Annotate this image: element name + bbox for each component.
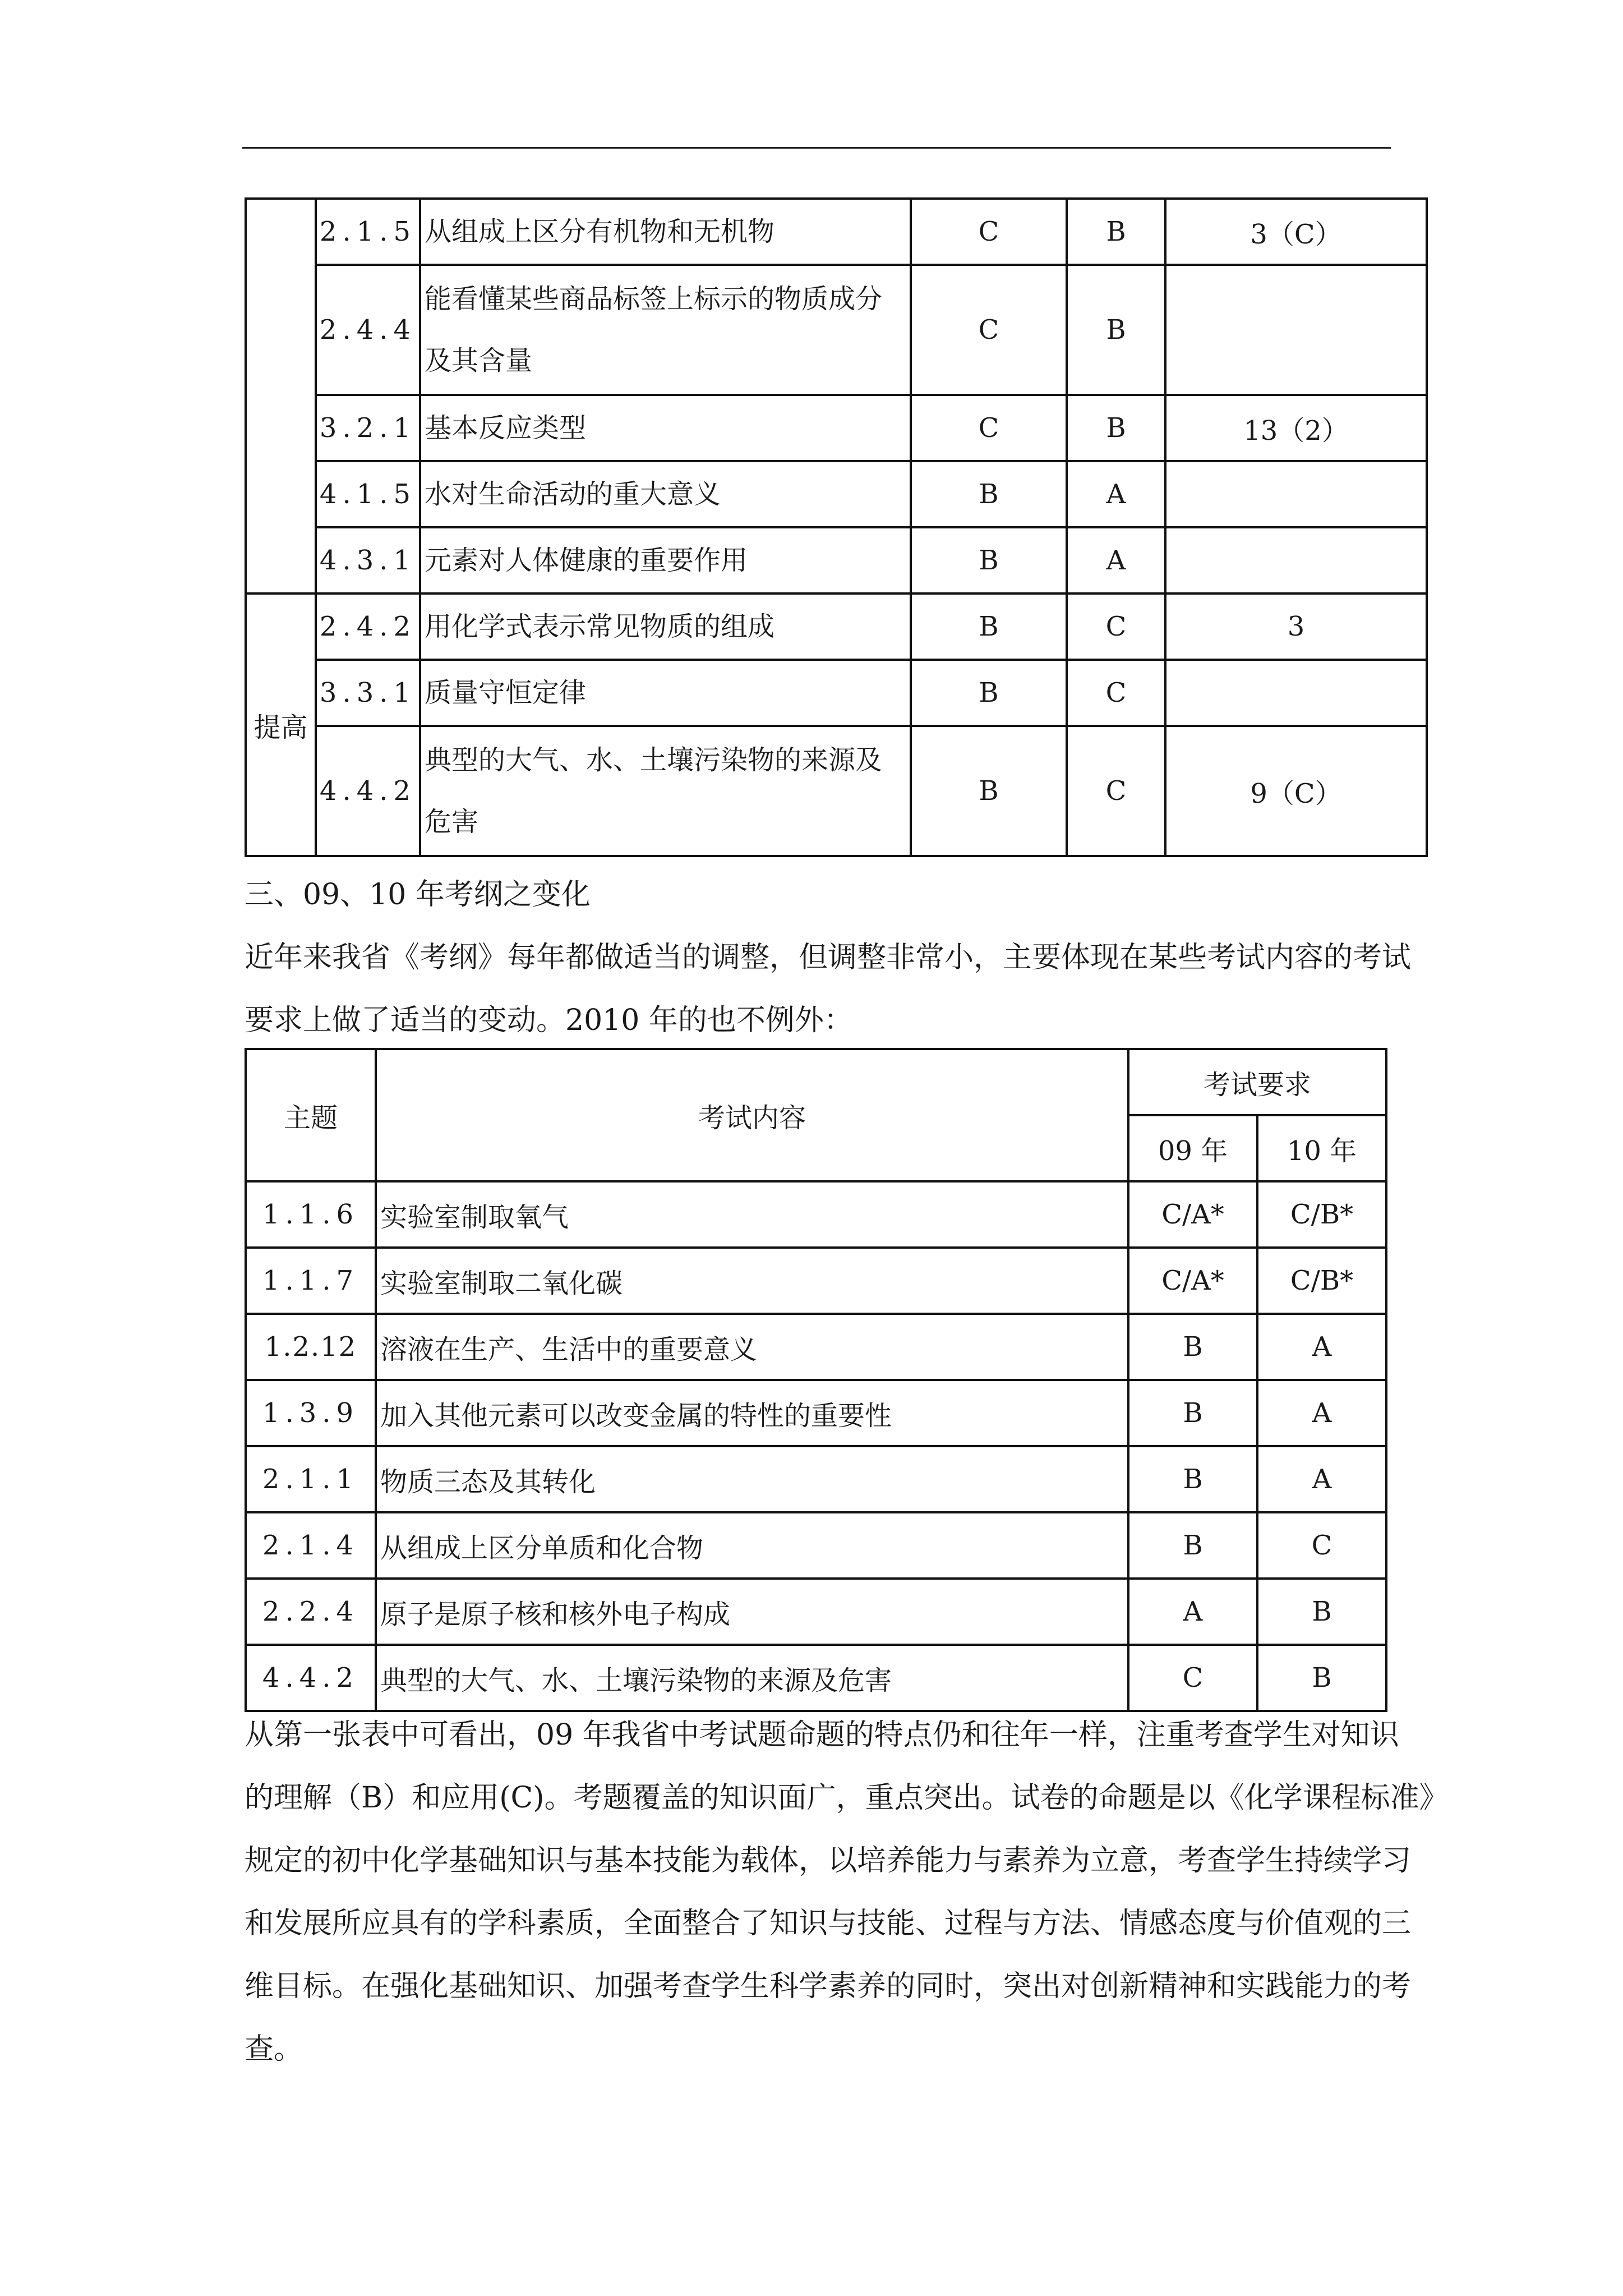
level-cell: A [1067,461,1165,527]
level-cell: B [911,660,1067,726]
code-cell: 2.2.4 [246,1579,376,1645]
year-09-cell: C/A* [1128,1181,1257,1248]
year-09-cell: B [1128,1446,1257,1512]
code-cell: 4.1.5 [316,461,420,527]
header-requirement: 考试要求 [1128,1049,1386,1115]
level-cell: B [911,461,1067,527]
year-10-cell: B [1257,1645,1386,1711]
level-cell: B [911,726,1067,856]
code-cell: 1.3.9 [246,1380,376,1446]
code-cell: 4.4.2 [316,726,420,856]
table-header-row [246,1049,1386,1115]
conclusion-line: 的理解（B）和应用(C)。考题覆盖的知识面广，重点突出。试卷的命题是以《化学课程标准》 [245,1781,1449,1815]
table-row [246,527,1427,593]
content-cell: 基本反应类型 [420,395,911,461]
changes-table [245,1048,1387,1712]
score-cell [1165,527,1427,593]
level-cell: B [1067,265,1165,395]
table-row [246,1645,1386,1711]
band-cell: 提高 [246,593,316,856]
header-rule [242,147,1391,149]
level-cell: B [1067,199,1165,265]
year-10-cell: A [1257,1380,1386,1446]
year-10-cell: C [1257,1512,1386,1579]
table-row [246,199,1427,265]
table-row [246,1380,1386,1446]
section-heading: 三、09、10 年考纲之变化 [245,878,591,912]
score-cell [1165,461,1427,527]
table-row [246,461,1427,527]
year-09-cell: C/A* [1128,1248,1257,1314]
requirements-table [245,197,1428,857]
conclusion-line: 维目标。在强化基础知识、加强考查学生科学素养的同时，突出对创新精神和实践能力的考 [245,1970,1412,2003]
content-cell: 实验室制取氧气 [376,1181,1128,1248]
level-cell: C [911,199,1067,265]
table-row [246,1579,1386,1645]
code-cell: 1.1.7 [246,1248,376,1314]
table-row [246,1248,1386,1314]
score-cell: 3（C） [1165,199,1427,265]
content-cell: 实验室制取二氧化碳 [376,1248,1128,1314]
content-cell: 水对生命活动的重大意义 [420,461,911,527]
score-cell [1165,265,1427,395]
content-cell: 元素对人体健康的重要作用 [420,527,911,593]
level-cell: C [1067,660,1165,726]
content-line: 及其含量 [425,345,533,376]
level-cell: C [1067,726,1165,856]
content-cell: 从组成上区分有机物和无机物 [420,199,911,265]
conclusion-line: 和发展所应具有的学科素质，全面整合了知识与技能、过程与方法、情感态度与价值观的三 [245,1907,1412,1940]
level-cell: B [1067,395,1165,461]
conclusion-line: 查。 [245,2032,303,2066]
code-cell: 2.1.1 [246,1446,376,1512]
conclusion-line: 规定的初中化学基础知识与基本技能为载体，以培养能力与素养为立意，考查学生持续学习 [245,1844,1412,1878]
content-cell: 从组成上区分单质和化合物 [376,1512,1128,1579]
score-cell: 13（2） [1165,395,1427,461]
level-cell: A [1067,527,1165,593]
code-cell: 1.1.6 [246,1181,376,1248]
score-cell: 9（C） [1165,726,1427,856]
content-cell: 溶液在生产、生活中的重要意义 [376,1314,1128,1380]
header-content: 考试内容 [376,1049,1128,1181]
table-row [246,660,1427,726]
level-cell: C [911,395,1067,461]
content-cell: 质量守恒定律 [420,660,911,726]
level-cell: B [911,593,1067,660]
table-row [246,1446,1386,1512]
table-row [246,1512,1386,1579]
content-line: 危害 [425,806,479,838]
code-cell: 2.1.5 [316,199,420,265]
year-10-cell: C/B* [1257,1248,1386,1314]
year-09-cell: A [1128,1579,1257,1645]
level-cell: C [911,265,1067,395]
table-row [246,265,1427,395]
year-10-cell: A [1257,1314,1386,1380]
table-row [246,1314,1386,1380]
content-cell: 典型的大气、水、土壤污染物的来源及危害 [376,1645,1128,1711]
table-row [246,593,1427,660]
content-cell: 用化学式表示常见物质的组成 [420,593,911,660]
code-cell: 2.4.2 [316,593,420,660]
year-09-cell: C [1128,1645,1257,1711]
code-cell: 3.3.1 [316,660,420,726]
content-cell: 原子是原子核和核外电子构成 [376,1579,1128,1645]
table-row [246,726,1427,856]
table-row [246,395,1427,461]
header-theme: 主题 [246,1049,376,1181]
content-cell: 加入其他元素可以改变金属的特性的重要性 [376,1380,1128,1446]
code-cell: 2.1.4 [246,1512,376,1579]
code-cell: 4.4.2 [246,1645,376,1711]
year-10-cell: C/B* [1257,1181,1386,1248]
level-cell: C [1067,593,1165,660]
code-cell: 1.2.12 [246,1314,376,1380]
content-line: 典型的大气、水、土壤污染物的来源及 [425,744,883,776]
content-line: 能看懂某些商品标签上标示的物质成分 [425,283,883,315]
year-09-cell: B [1128,1314,1257,1380]
code-cell: 2.4.4 [316,265,420,395]
table-row [246,1181,1386,1248]
header-year-10: 10 年 [1257,1115,1386,1181]
header-year-09: 09 年 [1128,1115,1257,1181]
conclusion-line: 从第一张表中可看出，09 年我省中考试题命题的特点仍和往年一样，注重考查学生对知识 [245,1718,1399,1752]
band-cell [246,199,316,593]
code-cell: 3.2.1 [316,395,420,461]
code-cell: 4.3.1 [316,527,420,593]
year-10-cell: A [1257,1446,1386,1512]
intro-line: 要求上做了适当的变动。2010 年的也不例外： [245,1004,853,1037]
year-09-cell: B [1128,1512,1257,1579]
content-cell: 物质三态及其转化 [376,1446,1128,1512]
score-cell: 3 [1165,593,1427,660]
intro-line: 近年来我省《考纲》每年都做适当的调整，但调整非常小，主要体现在某些考试内容的考试 [245,941,1412,974]
year-09-cell: B [1128,1380,1257,1446]
year-10-cell: B [1257,1579,1386,1645]
content-cell [420,726,911,856]
score-cell [1165,660,1427,726]
content-cell [420,265,911,395]
level-cell: B [911,527,1067,593]
